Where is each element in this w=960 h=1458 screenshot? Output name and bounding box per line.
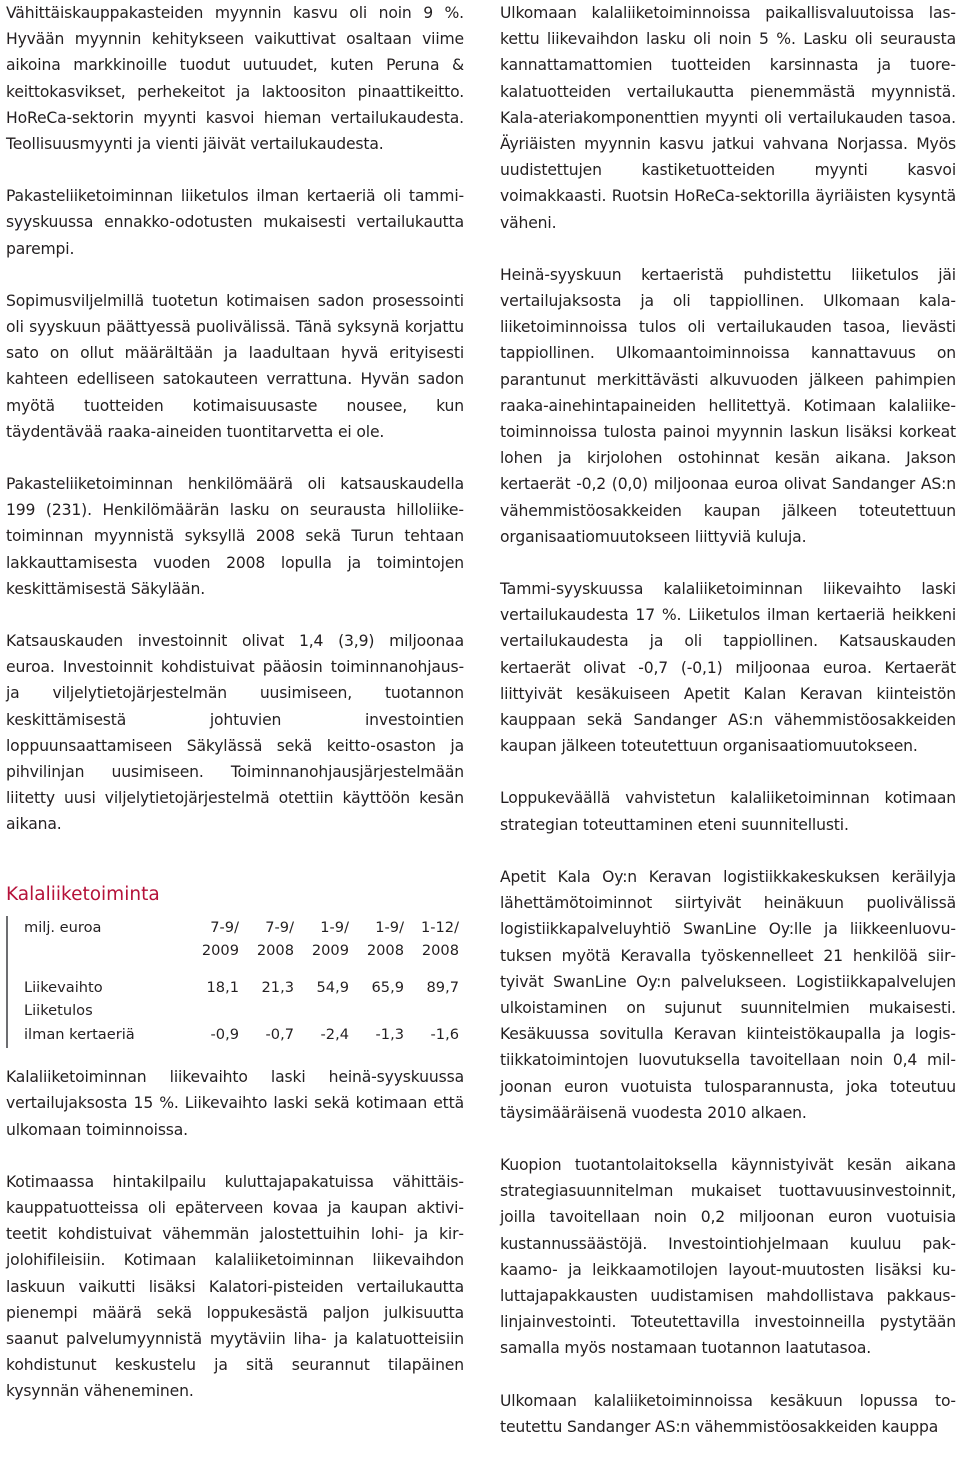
table-cell: -2,4: [320, 1025, 349, 1043]
section-title: Kalaliiketoiminta: [6, 883, 160, 905]
table-cell: 65,9: [371, 978, 404, 996]
table-cell: -1,3: [375, 1025, 404, 1043]
column-header-year: 2008: [366, 942, 404, 960]
table-cell: -0,9: [210, 1025, 239, 1043]
table-header-row: [24, 916, 464, 940]
table-cell: 21,3: [261, 978, 294, 996]
paragraph: Apetit Kala Oy:n Keravan logistiikkakeskuksen keräilyja lähettämötoiminnot siirtyivät heinäkuun puolivälissä logistiikkapalveluyhtiö SwanLine Oy:lle ja liikkeenluovutuksen myötä Keravalla työskennelleet 21 henkilöä siirtyivät SwanLine Oy:n palvelukseen. Logistiikkapalvelujen ulkoistaminen on sujunut suunnitelmien mukaisesti. Kesäkuussa sovitulla Keravan kiinteistökaupalla ja logistiikkatoimintojen luovutuksella tavoitellaan noin 0,4 miljoonan euron vuotuista tulosparannusta, joka toteutuu täysimääräisenä vuodesta 2010 alkaen.: [500, 867, 956, 1122]
table-cell: 89,7: [426, 978, 459, 996]
paragraph: Sopimusviljelmillä tuotetun kotimaisen sadon prosessointi oli syyskuun päättyessä puolivälissä. Tänä syksynä korjattu sato on ollut määrältään ja laadultaan hyvä erityisesti kahteen edelliseen satokauteen verrattuna. Hyvän sadon myötä tuotteiden kotimaisuusaste nousee, kun täydentävää raaka-aineiden tuontitarvetta ei ole.: [6, 291, 464, 441]
paragraph: Kotimaassa hintakilpailu kuluttajapakatuissa vähittäiskauppatuotteissa oli epäterveen kovaa ja kaupan aktiviteetit kohdistuivat vähemmän jalostettuihin lohi- ja kirjolohifileisiin. Kotimaan kalaliiketoiminnan liikevaihdon laskuun vaikutti lisäksi Kalatori-pisteiden vertailukautta pienempi määrä sekä loppukesästä paljon julkisuutta saanut palvelumyynnistä myytäviin liha- ja kalatuotteisiin kohdistunut keskustelu ja sitä seurannut tilapäinen kysynnän väheneminen.: [6, 1172, 464, 1401]
left-column: [6, 0, 464, 1405]
table-row: [24, 1023, 464, 1047]
row-label: Liikevaihto: [24, 978, 103, 996]
paragraph: Loppukeväällä vahvistetun kalaliiketoiminnan kotimaan strategian toteuttaminen eteni suunnitellusti.: [500, 789, 956, 834]
column-header-year: 2009: [201, 942, 239, 960]
paragraph: Pakasteliiketoiminnan henkilömäärä oli katsauskaudella 199 (231). Henkilömäärän lasku on seurausta hilloliiketoiminnan myynnistä syksyllä 2008 sekä Turun tehtaan lakkauttamisesta vuoden 2008 lopulla ja toimintojen keskittämisestä Säkylään.: [6, 475, 464, 598]
paragraph: Heinä-syyskuun kertaeristä puhdistettu liiketulos jäi vertailujaksosta ja oli tappiollinen. Ulkomaan kalaliiketoiminnoissa tulos oli vertailukauden tasoa, lievästi tappiollinen. Ulkomaantoiminnoissa kannattavuus on parantunut merkittävästi alkuvuoden jälkeen pahimpien raaka-ainehintapaineiden hellitettyä. Kotimaan kalaliiketoiminnoissa tulosta painoi myynnin laskun lisäksi korkeat lohen ja kirjolohen ostohinnat kesän aikana. Jakson kertaerät -0,2 (0,0) miljoonaa euroa olivat Sandanger AS:n vähemmistöosakkeiden kaupan jälkeen toteutettuun organisaatiomuutokseen liittyviä kuluja.: [500, 265, 956, 546]
column-header: 7-9/: [210, 918, 239, 936]
paragraph: Ulkomaan kalaliiketoiminnoissa paikallisvaluutoissa laskettu liikevaihdon lasku oli noin 5 %. Lasku oli seurausta kannattamattomien tuotteiden karsinnasta ja tuorekalatuotteiden vertailukautta pienemmästä myynnistä. Kala-ateriakomponenttien myynti oli vertailukauden tasoa. Äyriäisten myynnin kasvu jatkui vahvana Norjassa. Myös uudistettujen kastiketuotteiden myynti kasvoi voimakkaasti. Ruotsin HoReCa-sektorilla äyriäisten kysyntä väheni.: [500, 4, 956, 232]
table-cell: 18,1: [206, 978, 239, 996]
column-header: 1-9/: [375, 918, 404, 936]
row-label: ilman kertaeriä: [24, 1025, 135, 1043]
table-cell: 54,9: [316, 978, 349, 996]
column-header-year: 2008: [421, 942, 459, 960]
paragraph: Tammi-syyskuussa kalaliiketoiminnan liikevaihto laski vertailukaudesta 17 %. Liiketulos ilman kertaeriä heikkeni vertailukaudesta ja oli tappiollinen. Katsauskauden kertaerät olivat -0,7 (-0,1) miljoonaa euroa. Kertaerät liittyivät kesäkuiseen Apetit Kalan Keravan kiinteistön kauppaan sekä Sandanger AS:n vähemmistöosakkeiden kaupan jälkeen toteutettuun organisaatiomuutokseen.: [500, 580, 956, 756]
table-unit-label: milj. euroa: [24, 918, 102, 936]
column-header-year: 2008: [256, 942, 294, 960]
column-header: 1-9/: [320, 918, 349, 936]
paragraph: Kalaliiketoiminnan liikevaihto laski heinä-syyskuussa vertailujaksosta 15 %. Liikevaihto laski sekä kotimaan että ulkomaan toiminnoissa.: [6, 1068, 464, 1139]
paragraph: Ulkomaan kalaliiketoiminnoissa kesäkuun lopussa toteutettu Sandanger AS:n vähemmistöosakkeiden kauppa: [500, 1391, 956, 1436]
table-row: [24, 976, 464, 1000]
column-header-year: 2009: [311, 942, 349, 960]
paragraph: Katsauskauden investoinnit olivat 1,4 (3,9) miljoonaa euroa. Investoinnit kohdistuivat pääosin toiminnanohjaus- ja viljelytietojärjestelmän uusimiseen, tuotannon keskittämisestä johtuvien investointien loppuunsaattamiseen Säkylässä sekä keitto-osaston ja pihvilinjan uusimiseen. Toiminnanohjausjärjestelmään liitetty uusi viljelytietojärjestelmä otettiin käyttöön kesän aikana.: [6, 632, 464, 834]
table-row: [24, 999, 464, 1023]
financial-table: [6, 916, 464, 1049]
paragraph: Pakasteliiketoiminnan liiketulos ilman kertaeriä oli tammi-syyskuussa ennakko-odotusten mukaisesti vertailukautta parempi.: [6, 187, 464, 258]
column-header: 7-9/: [265, 918, 294, 936]
row-label: Liiketulos: [24, 1002, 93, 1020]
column-header: 1-12/: [420, 918, 459, 936]
paragraph: Vähittäiskauppakasteiden myynnin kasvu oli noin 9 %. Hyvään myynnin kehitykseen vaikuttivat osaltaan viime aikoina markkinoille tuodut uutuudet, kuten Peruna & keittokasvikset, perhekeitot ja laktoositon pinaattikeitto. HoReCa-sektorin myynti kasvoi hieman vertailukaudesta. Teollisuusmyynti ja vienti jäivät vertailukaudesta.: [6, 4, 464, 154]
paragraph: Kuopion tuotantolaitoksella käynnistyivät kesän aikana strategiasuunnitelman mukaiset tuottavuusinvestoinnit, joilla tavoitellaan noin 0,2 miljoonan euron vuotuisia kustannussäästöjä. Investointiohjelmaan kuuluu pakkaamo- ja leikkaamotilojen layout-muutosten lisäksi kuluttajapakkausten uudistamisen mahdollistava pakkauslinjainvestointi. Toteutettavilla investoinneilla pystytään samalla myös nostamaan tuotannon laatutasoa.: [500, 1155, 956, 1358]
table-cell: -1,6: [430, 1025, 459, 1043]
table-header-row: [24, 939, 464, 963]
right-column: [500, 0, 956, 1440]
table-cell: -0,7: [265, 1025, 294, 1043]
